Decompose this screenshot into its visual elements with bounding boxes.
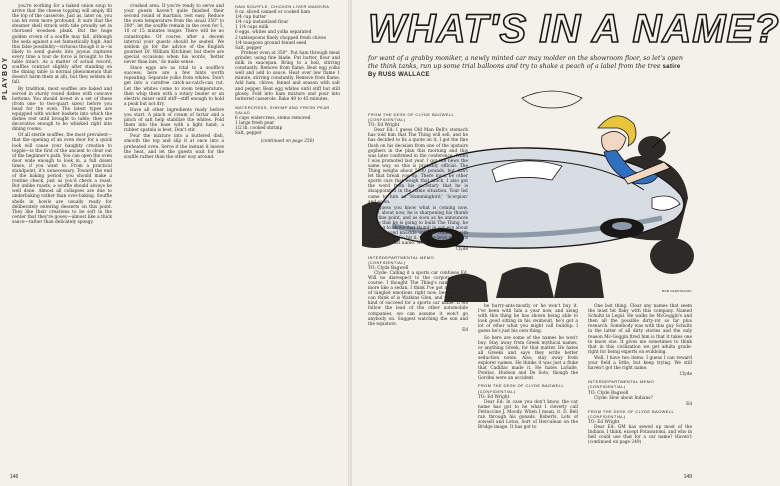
left-column-2	[124, 4, 224, 161]
paragraph: Dear Ed: GM has sewed up most of the Indians. I think, except Potawatomi, and who in hell could use that for a car name? Haven't (continued on page 249)	[588, 425, 692, 446]
signature: Ed	[686, 401, 692, 407]
magazine-brand: PLAYBOY	[2, 56, 9, 100]
signature: Clyde	[455, 247, 468, 253]
memo-header: FROM THE DESK OF CLYDE BAGWELL (CONFIDENTIAL)	[368, 112, 454, 123]
ingredient: Salt, pepper	[235, 45, 262, 51]
ingredient: 1/4 cup instantized flour	[235, 20, 289, 26]
dek-text: for want of a grabby moniker, a newly minted car may molder on the showroom floor, so let's open the think tanks, run up some trial balloons and try to shake a peach of a label from the tree	[368, 55, 683, 70]
paragraph: Dear Ed: In case you don't know, the car name has got to be what I cleverly call Fettuccine J. Moody. When I mean, it. D. Bell ran through his gonads. Roberts, Lots of sowsell and Lotus, Sort of Herculean on the Bridge image. It has got to	[478, 399, 578, 431]
paragraph: By tradition, most souffles are baked and served in sturdy round dishes with concave bottoms. You should invest in a set of these (from one- to two-quart sizes) before you head for the oven. The latest types are equipped with wicker baskets into which the dishes rest until brought to table; they are decorative enough to be whisked right into dining rooms.	[12, 86, 112, 133]
memo-to: TO: Clyde Bagwell	[588, 390, 629, 396]
signature: Clyde	[679, 372, 692, 378]
paragraph: Since eggs are as vital to a souffle's success, here are a few hints worth repeating: Separate yolks from whites. Don't get into a carefree catch-as-catch-can rut. Let the whites come to room temperature, then whip them with a rotary beater or an electric mixer until stiff—stiff enough to hold a peak but not dry.	[124, 66, 224, 107]
ingredient: 1/4 cup butter	[235, 15, 267, 21]
folio-right: 149	[683, 474, 692, 480]
paragraph: crushed area. If you're ready to serve and your guests haven't quite finished their second round of martinis, rest easy. Reduce the oven temperature from the usual 350° to 200°; let the souffle remain in the oven for 5, 10 or 15 minutes longer. There will be no catastrophe. Of course, after a decent interval your guests should be seated. We seldom go for the advice of the English gourmet Dr. William Kitchiner, but there are special occasions when his words, 'better never than late,' do make sense.	[124, 4, 224, 66]
ingredient: 6 eggs, whites and yolks separated	[235, 30, 312, 36]
ingredient: Salt, pepper	[235, 131, 262, 137]
ingredient: 1 1/4 cups milk	[235, 25, 269, 31]
article-title: WHAT'S IN A NAME?	[368, 7, 780, 51]
right-column-1	[368, 112, 468, 334]
paragraph: I guess you know what is coming now. Right about now, he is sharpening his thumb to a fine point, and as soon as he announces to me that he is going to build The Thing, he is going to shove that thumb in our eye about to the second knuckle until we come up with a name for it. So hit it. Get the boys and girls started on that name. Now.	[368, 205, 468, 247]
paragraph: One last thing. Clear any names that seem the least bit flaky with this company. Named Schultz in Legal. He walks he McGoggin's and then all the possible dirty-rot so far plus research. Somebody was with this guy Schultz in the latter of all dirty stories and the only reason Mc-Goggin fired him is that it takes one to know one. It gives me sometimes to think that in this civilization we get adults grade-right for being experts on evildoing.	[588, 304, 692, 355]
paragraph: Have all other ingredients ready before you start. A pinch of cream of tartar and a pinch of salt help stabilize the whites. Fold them into the base with a light hand; a rubber spatula is best. Don't stir.	[124, 107, 224, 134]
paragraph: Of all sterile souffles, the most prevalent—that the opening of an oven door for a quick look will cause your haughty creation to topple—is the first of the ancient to clear out of the beginner's path. You can open the oven door wide enough to look in, a full dozen times, if you want to. From a practical standpoint, it's unnecessary. Toward the end of the baking period, you should make a routine check, just as you'd check a roast. But unlike roasts, a souffle should always be well done. Almost all collapses are due to underbaking rather than over-baking. Souffle shells in bowls are usually ready for deliberately entering desserts on this point. They like their creations to be soft in the center that they're gooey—almost like a thick sauce—rather than delicately spongy.	[12, 133, 112, 225]
memo-to: TO: Ed Wright	[588, 419, 620, 425]
memo-header: FROM THE DESK OF CLYDE BAGWELL (CONFIDENTIAL)	[478, 383, 564, 394]
continued-note: (continued on page 250)	[260, 139, 315, 145]
byline: satire By RUSS WALLACE	[368, 64, 681, 78]
ingredient: 2 tablespoons finely chopped fresh chives	[235, 35, 327, 41]
illustration-credit: BOB FERDINANDI	[662, 289, 692, 293]
memo-header: INTERDEPARTMENTAL MEMO (CONFIDENTIAL)	[588, 379, 654, 390]
signature: Ed	[462, 327, 468, 333]
paragraph: So here are some of the names he won't buy. Stay away from Greek mythical names, or anything Greek, for that matter. He hates all Greeks and says they write better seduction notes. Also, stay away from explorer names. He thinks it was just a fluke that Cadillac made it. He hates LaSalle, Pontiac, Hudson and De Soto, though the Gordini were an accident.	[478, 335, 578, 382]
recipe-heading: HAM SOUFFLE, CHICKEN LIVER MADEIRA	[235, 4, 330, 9]
paragraph: Pour the mixture into a buttered dish, smooth the top and slip it at once into a preheated oven. Serve it the instant it leaves the heat, and let the guests wait for the souffle rather than the other way around.	[124, 134, 224, 160]
paragraph: Clyde: How about Indians?	[594, 395, 653, 401]
paragraph: Well, I have two items. I guess I can reward your field a little, but keep trying. We still haven't got the right name.	[588, 355, 692, 372]
memo-to: TO: Clyde Bagwell	[368, 265, 409, 271]
memo-to: TO: Ed Wright	[478, 394, 510, 400]
paragraph: Dear Ed: I guess Old Man Bell's stomach has told him that The Thing will sell, and he has decided to fix a quote on it. I got the fine flush on his decision from one of the upstairs gophers in the plan this morning and this was later confirmed in the conference. When I was promoted last year, I got the news the same way, so this is probably official. The Thing weighs about 5000 pounds, but don't let that break you up. There must be other sports cars that weigh that much. I also got the word from his secretary that he is disappointed in the name situation. Your list came to him as 'Hummingbird,' 'Scorpion' and so on.	[368, 128, 468, 205]
memo-header: INTERDEPARTMENTAL MEMO (CONFIDENTIAL)	[368, 254, 434, 265]
ingredient: 1/2 lb. cooked shrimp	[235, 126, 283, 132]
paragraph: be hurry-ants-mostly or he won't buy it. I've been with him a year now, and along with this thing he has shown being able to look good sitting in his swimsuit, he's got a lot of other what you might call buildup. I guess he's just his own thing.	[478, 304, 578, 335]
folio-left: 146	[10, 474, 19, 480]
recipe-column	[235, 4, 340, 145]
left-column-1	[12, 4, 112, 226]
recipe-method: Preheat oven at 350°. Put ham through meat grinder, using fine blade. Put butter, flour and milk in saucepan. Bring to a boil, stirring constantly. Remove from flame. Beat egg yolks well and add to sauce. Heat over low flame 1 minute, stirring constantly. Remove from flame. Add ham, chives, fennel and season with salt and pepper. Beat egg whites until stiff but still glossy. Fold into ham mixture and pour into buttered casserole. Bake 40 to 45 minutes.	[235, 50, 340, 102]
ingredient: 1 large fresh pear	[235, 121, 275, 127]
paragraph: Clyde: Calling it a sports car confuses Ed. Will no disrespect to the corporation, of course. I thought The Thing's name looked more like a sedan. I think I've got a bad case of tangled emotions right now, because all I can think of is Watkins Glen, and they never kind of succeed for a sports car name. If we follow the lead of the other automobile companies, we can assume it won't go anybody on. Suggest watching the sun and the equators.	[368, 270, 468, 327]
paragraph: you're working for a baked onion soup to arrive that the cheese topping will amply fill the top of the casserole. Just as, later on, you can let even more profound. It sure that the steamer shell struck with tide proudly set in chorused woodsen plank. But the huge golden crown of a souffle may fall, although the soda against a set fantastically high. And this false possibility—virtuous though it is—is likely to send guests into joyous raptures every time a tour de force is brought to the table intact. As a matter of actual record, souffles contract slightly after standing on the dining table (a normal phenomenon that doesn't harm them at all), but they seldom do fall.	[12, 4, 112, 86]
memo-header: FROM THE DESK OF CLYDE BAGWELL (CONFIDENTIAL)	[588, 408, 674, 419]
ingredient: 1/4 teaspoon ground fennel seed	[235, 40, 307, 46]
ingredient: 6 cups watercress, stems removed	[235, 115, 311, 121]
recipe-heading: WATERCRESS, SHRIMP AND FRESH PEAR SALAD	[235, 104, 330, 115]
ingredient: 8 oz. sliced canned or cooked ham	[235, 10, 311, 16]
article-dek	[368, 55, 686, 79]
memo-to: TO: Ed Wright	[368, 123, 400, 129]
right-column-3	[588, 304, 692, 446]
right-column-2	[478, 304, 578, 431]
